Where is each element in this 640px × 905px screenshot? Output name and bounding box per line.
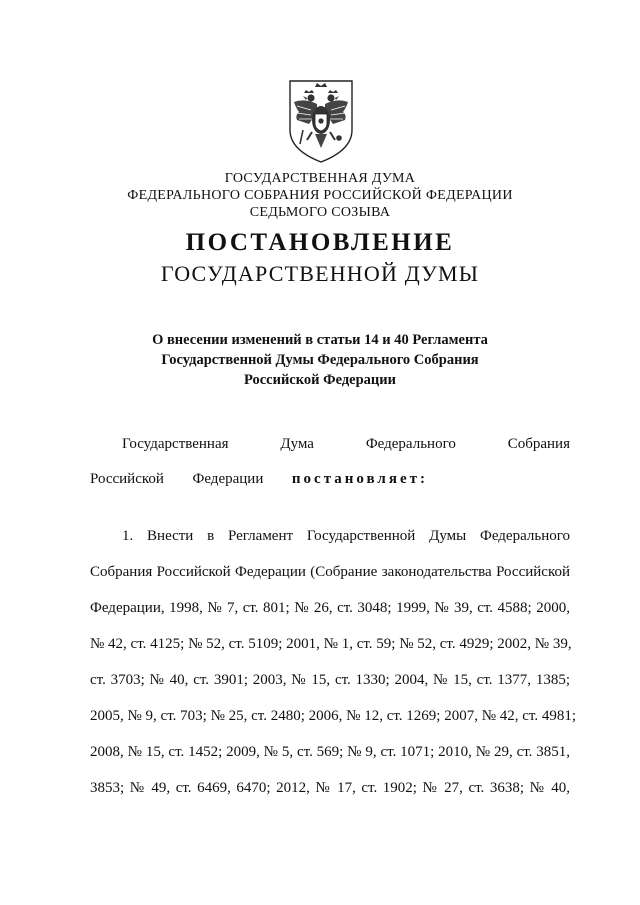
body-line: 2008, № 15, ст. 1452; 2009, № 5, ст. 569; № 9, ст. 1071; 2010, № 29, ст. 3851, xyxy=(90,744,570,760)
body-line: 2005, № 9, ст. 703; № 25, ст. 2480; 2006, № 12, ст. 1269; 2007, № 42, ст. 4981; xyxy=(90,708,577,724)
preamble-word: Федерации xyxy=(192,471,264,487)
subject-line: Российской Федерации xyxy=(243,372,396,388)
subject-line: Государственной Думы Федерального Собрания xyxy=(161,352,479,368)
coat-of-arms-emblem xyxy=(287,78,355,164)
body-line: ст. 3703; № 40, ст. 3901; 2003, № 15, ст. 1330; 2004, № 15, ст. 1377, 1385; xyxy=(90,672,570,688)
body-line: 1. Внести в Регламент Государственной Думы Федерального xyxy=(122,528,570,544)
subject-line: О внесении изменений в статьи 14 и 40 Регламента xyxy=(152,332,488,348)
header-line: ФЕДЕРАЛЬНОГО СОБРАНИЯ РОССИЙСКОЙ ФЕДЕРАЦИИ xyxy=(127,188,513,203)
body-line: 3853; № 49, ст. 6469, 6470; 2012, № 17, ст. 1902; № 27, ст. 3638; № 40, xyxy=(90,780,570,796)
double-headed-eagle-icon xyxy=(287,78,355,164)
preamble-line xyxy=(90,469,428,489)
preamble-verb: постановляет: xyxy=(291,471,428,487)
document-title: ПОСТАНОВЛЕНИЕ xyxy=(185,229,455,256)
document-header xyxy=(0,170,640,221)
preamble-word: Федерального xyxy=(365,436,456,452)
preamble-word: Дума xyxy=(280,436,314,452)
preamble-word: Собрания xyxy=(507,436,570,452)
resolution-subject xyxy=(0,330,640,390)
preamble-word: Российской xyxy=(90,471,164,487)
body-line: № 42, ст. 4125; № 52, ст. 5109; 2001, № 1, ст. 59; № 52, ст. 4929; 2002, № 39, xyxy=(90,636,572,652)
header-line: СЕДЬМОГО СОЗЫВА xyxy=(249,205,391,220)
preamble-word: Государственная xyxy=(122,436,229,452)
body-line: Федерации, 1998, № 7, ст. 801; № 26, ст. 3048; 1999, № 39, ст. 4588; 2000, xyxy=(90,600,570,616)
header-line: ГОСУДАРСТВЕННАЯ ДУМА xyxy=(224,171,416,186)
preamble-line xyxy=(122,434,570,454)
body-line: Собрания Российской Федерации (Собрание законодательства Российской xyxy=(90,564,570,580)
document-subtitle: ГОСУДАРСТВЕННОЙ ДУМЫ xyxy=(160,261,480,286)
